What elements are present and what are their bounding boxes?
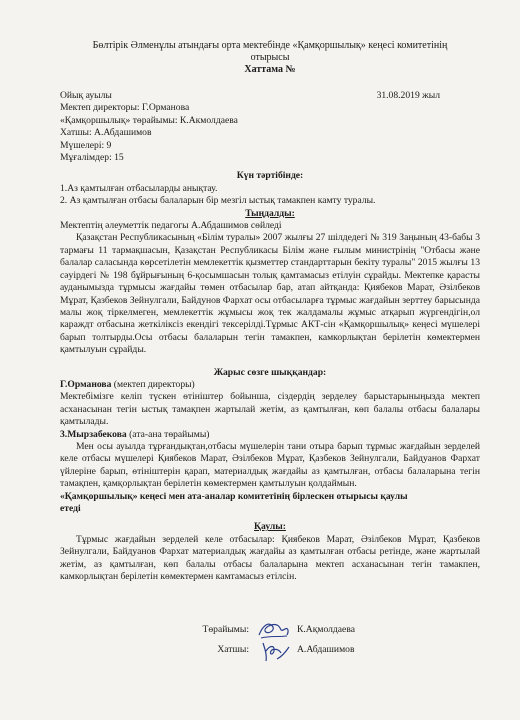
listened-text: Қазақстан Республикасының «Білім туралы» 2007 жылғы 27 шілдедегі № 319 Заңының 43-бабы 3 тармағы 11 тармақшасын, Қазақстан Республикасы Білім және ғылым министрінің "Отбасы және балалар саласында көрсетілетін мемлекеттік қызметтер стандарттарын бекіту туралы" 2015 жылғы 13 сәуірдегі № 198 бұйрығының 6-қосымшасын толық қамтамасыз етілуін сұрайды. Мектепке қарасты ауданымызда тұрмысы жағдайы төмен отбасылар бар, атап айтқанда: Қиябеков Марат, Әзілбеков Мұрат, Қазбеков Зейнулгали, Байдунов Фархат осы отбасыларға тұрмыс жағдайын зерттеу барысында малы жоқ тіркелмеген, мемлекеттік жұмысы жоқ тек жалдамалы жұмыс атқарып жүргендігін,ол караждт отбасына жеткіліксіз екендігі тексерілді.Тұрмыс АКТ-сін «Қамқоршылық» кеңесі мүшелері барып толтырды.Осы отбасы балаларын тегін тамакпен, камкорлықтан берілетін көмектермен қамтылуын сұрайды. (60, 232, 480, 356)
speaker-2-text: Мен осы ауылда тұрғандықтан,отбасы мүшелерін тани отыра барып тұрмыс жағдайын зерделей келе отбасы мүшелері Қиябеков Марат, Әзілбеков Мұрат, Қазбеков Зейнулгали, Байдуанов Фархат үйлеріне барып, өтініштерін қарап, материалдық жағдайы аз қамтылған, отбасы балаларына тегін тамақпен, қамқорлықтан берілетін көмектермен қамтылуын қолдаймын. (60, 440, 480, 490)
chair-line: «Қамқоршылық» төрайымы: К.Акмолдаева (60, 114, 238, 126)
discussion-title: Жарыс сөзге шыққандар: (213, 366, 327, 378)
secretary-signature-label: Хатшы: (217, 644, 249, 655)
secretary-name: А.Абдашимов (297, 644, 355, 655)
joint-meeting-line-2: етеді (60, 503, 81, 514)
agenda-item-2: 2. Аз қамтылған отбасы балаларын бір мезгіл ыстық тамакпен камту туралы. (60, 195, 376, 207)
chair-signature-row (0, 620, 520, 640)
speaker-2-name: 3.Мырзабекова (60, 428, 127, 440)
signature-block (0, 620, 520, 660)
village: Ойық ауылы (60, 90, 112, 101)
joint-meeting-line-1: «Қамқоршылық» кеңесі мен ата-аналар комитетінің бірлескен отырысы қаулы (60, 490, 408, 502)
speaker-2-heading (60, 429, 480, 441)
resolution-title: Қаулы: (254, 521, 286, 533)
meeting-date: 31.08.2019 жыл (376, 90, 440, 101)
speaker-1-text: Мектебімізге келіп түскен өтініштер бойынша, сіздердің зерделеу барыстарыныңызда мектеп асханасынан тегін ыстық тамақпен жартылай жетім, аз қамтылған, көп балалы отбасы балалары қамтылады. (60, 391, 480, 428)
village-date-row (60, 90, 480, 102)
listened-speaker: Мектептің әлеуметтік педагогы А.Абдашимов сөйледі (60, 220, 282, 232)
agenda-title: Күн тәртібінде: (236, 170, 304, 182)
teachers-line: Мұғалімдер: 15 (60, 152, 124, 164)
speaker-1-heading (60, 379, 480, 391)
protocol-title: Хаттама № (244, 64, 296, 75)
agenda-item-1: 1.Аз қамтылған отбасыларды анықтау. (60, 182, 218, 194)
speaker-1-role: (мектеп директоры) (111, 378, 195, 390)
secretary-line: Хатшы: А.Абдашимов (60, 127, 152, 139)
chair-signature-label: Төрайымы: (202, 624, 249, 635)
header-line-2: отырысы (250, 52, 290, 63)
chair-name: К.Ақмолдаева (297, 624, 355, 635)
listened-title: Тыңдалды: (245, 207, 295, 219)
header-line-1: Бөлтірік Әлменұлы атындағы орта мектебінде «Қамқоршылық» кеңесі комитетінің (92, 40, 448, 51)
secretary-signature-mark (255, 639, 293, 661)
secretary-signature-row (0, 640, 520, 660)
resolution-text: Тұрмыс жағдайын зерделей келе отбасылар: Қиябеков Марат, Әзілбеков Мұрат, Қазбеков Зейнулгали, Байдуанов Фархат материалдық жағдайы аз қамтылған отбасы ретінде, және жартылай жетім, аз қамтылған, көп балалы отбасы балаларына мектеп асханасынан тегін тамакпен, камкорлықтан берілетін көмектермен камтамасыз етілсін. (60, 533, 480, 583)
director-line: Мектеп директоры: Г.Орманова (60, 102, 190, 114)
chair-signature-mark (255, 619, 293, 641)
speaker-1-name: Г.Орманова (60, 378, 112, 390)
members-line: Мүшелері: 9 (60, 139, 112, 151)
speaker-2-role: (ата-ана төрайымы) (126, 428, 210, 440)
